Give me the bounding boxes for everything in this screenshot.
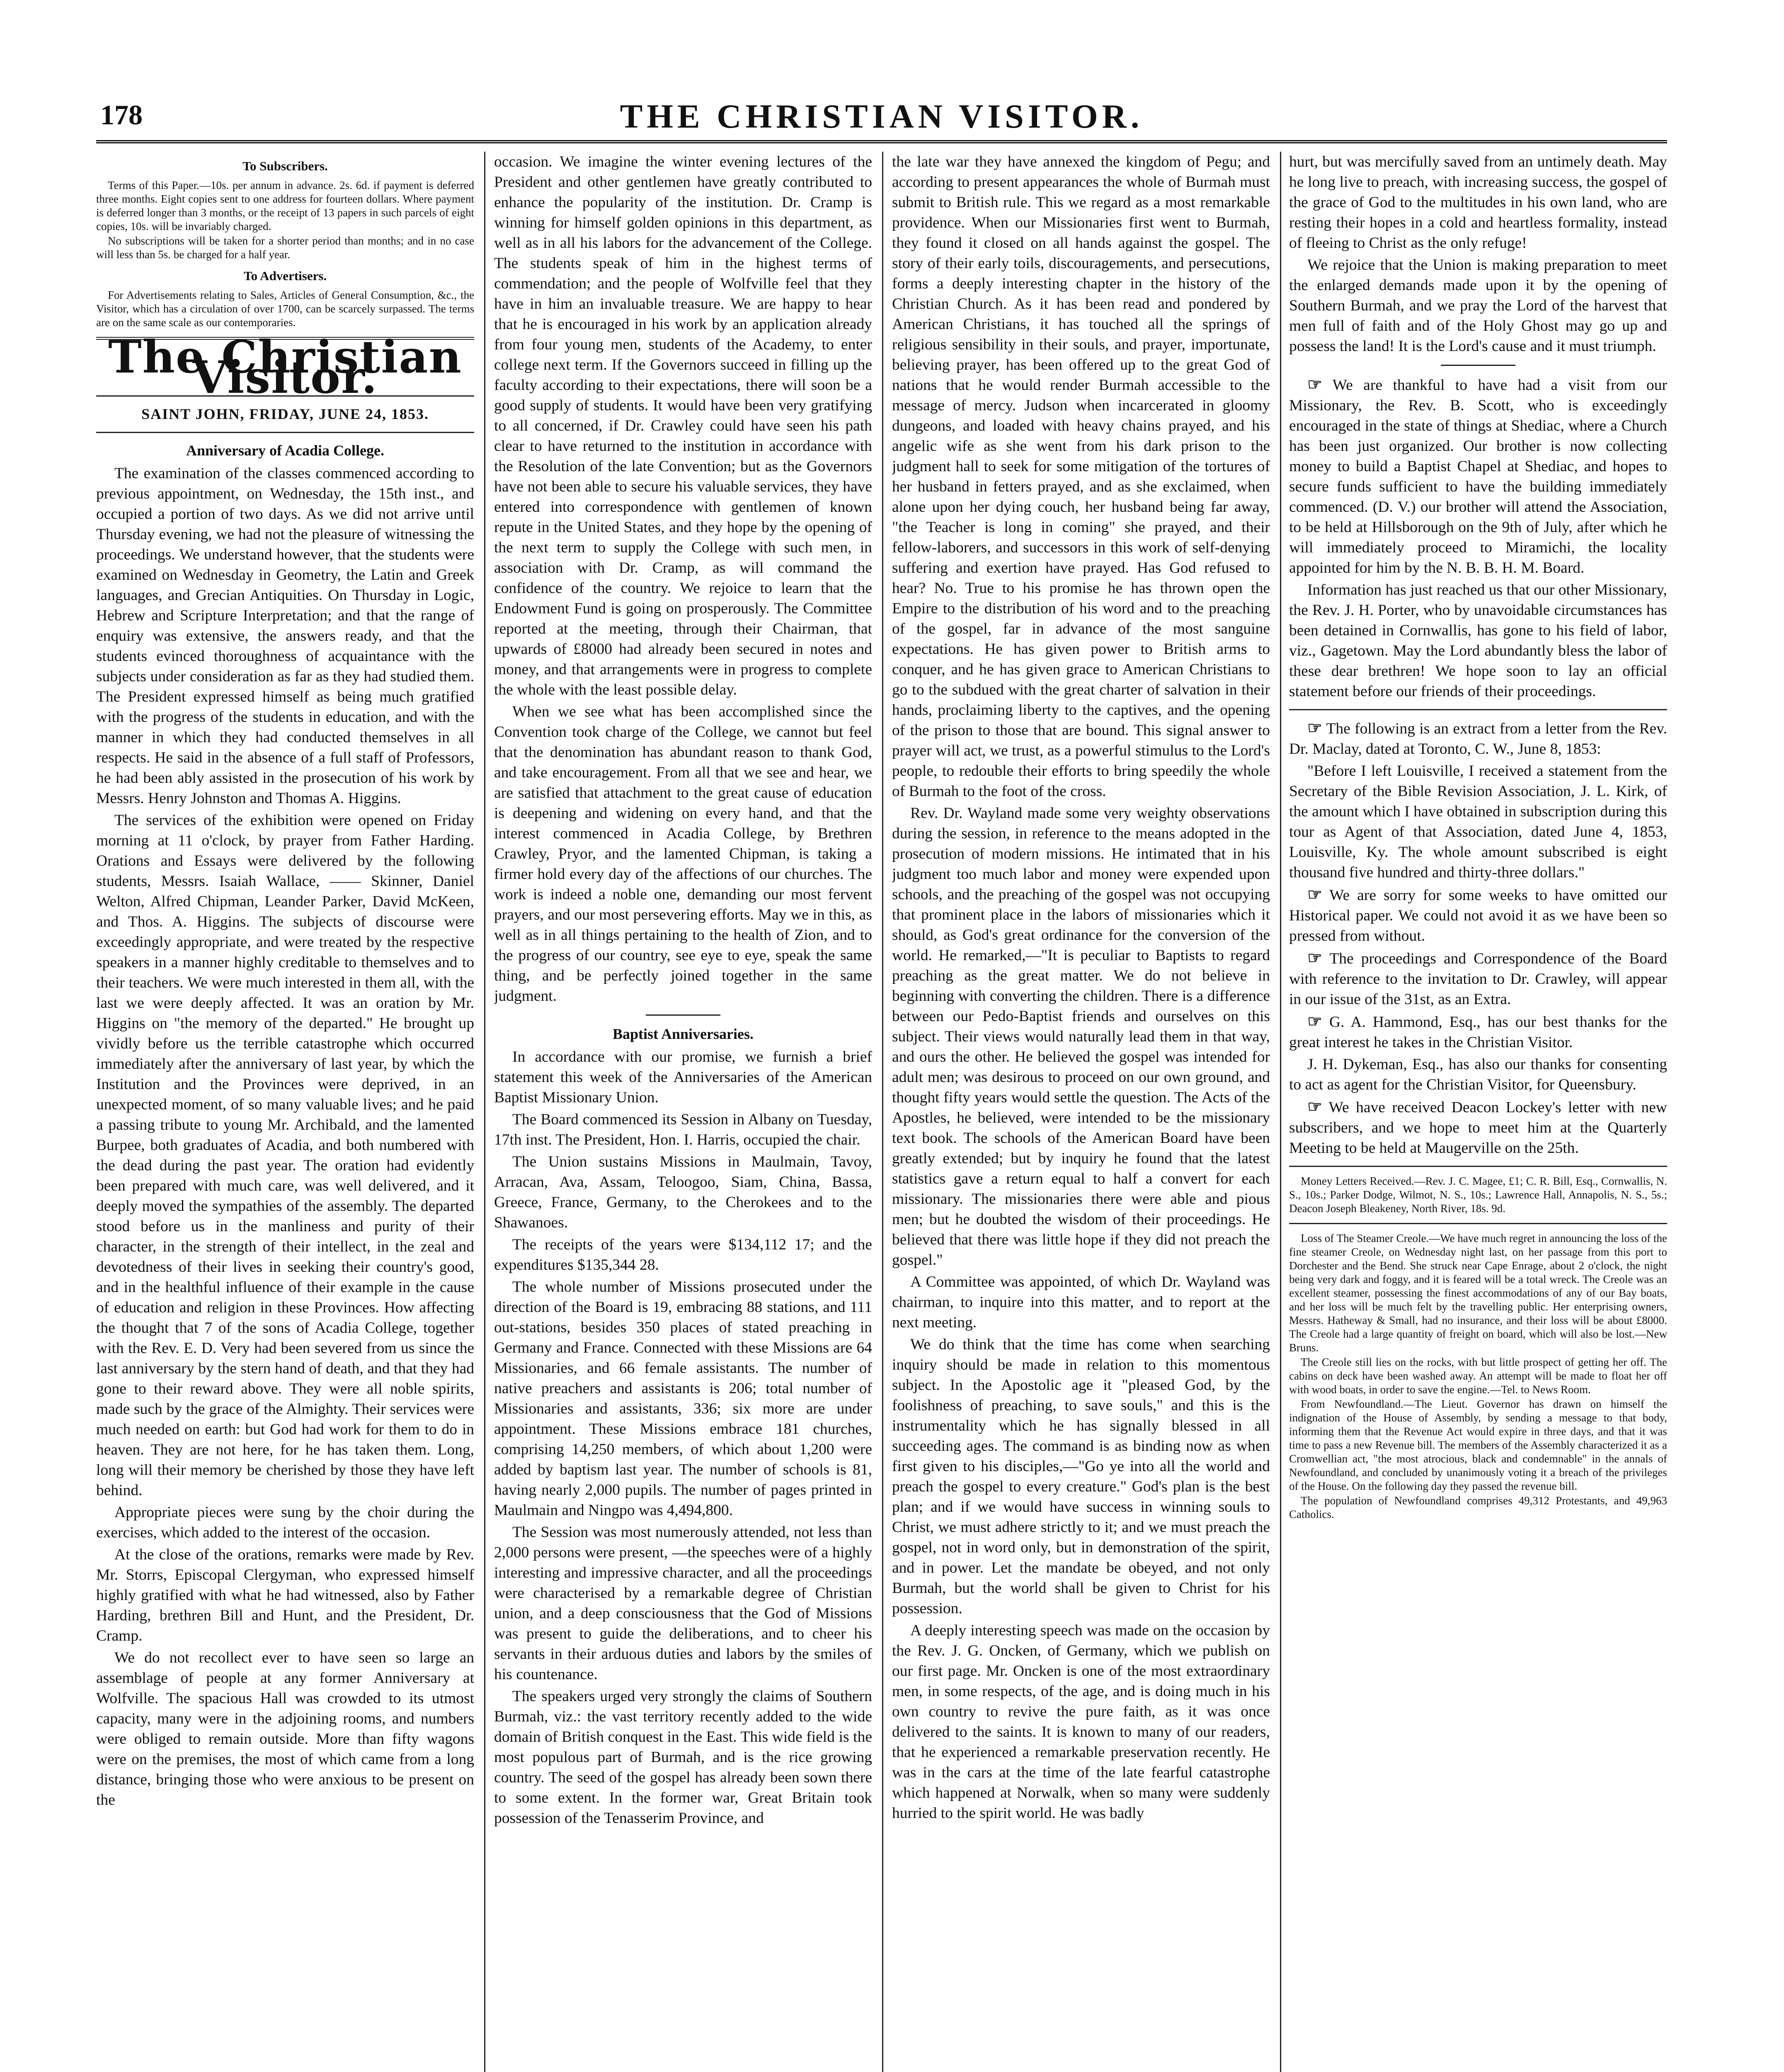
masthead: THE CHRISTIAN VISITOR. xyxy=(620,97,1144,135)
paragraph: The services of the exhibition were opened on Friday morning at 11 o'clock, by prayer from Father Harding. Orations and Essays were delivered by the following students, Messrs. Isaiah Wallace, —— Skinner, Daniel Welton, Alfred Chipman, Leander Parker, David McKeen, and Thos. A. Higgins. The subjects of discourse were exceedingly appropriate, and were treated by the respective speakers in a manner highly creditable to themselves and to their teachers. We were much interested in them all, with the last we were deeply affected. It was an oration by Mr. Higgins on "the memory of the departed." He brought up vividly before us the terrible catastrophe which occurred immediately after the anniversary of last year, by which the Institution and the Provinces were deprived, in an unexpected moment, of so many valuable lives; and he paid a passing tribute to young Mr. Archibald, and the lamented Burpee, both graduates of Acadia, and both numbered with the dead during the past year. The oration had evidently been prepared with much care, was well delivered, and it deeply moved the sympathies of the assembly. The departed stood before us in the manliness and purity of their character, in the strength of their intellect, in the zeal and devotedness of their lives in seeking their country's good, and in the healthful influence of their example in the cause of education and religion in these Provinces. How affecting the thought that 7 of the sons of Acadia College, together with the Rev. E. D. Very had been severed from us since the last anniversary by the stern hand of death, and that they had gone to their reward above. They were all noble spirits, made such by the grace of the Almighty. Their services were much needed on earth: but God had work for them to do in heaven. They are not here, for he has taken them. Long, long will their memory be cherished by those they have left behind. xyxy=(96,812,474,1499)
notice-text: The proceedings and Correspondence of the Board with reference to the invitation to Dr. Crawley, will appear in our issue of the 31st, as an Extra. xyxy=(1289,950,1667,1008)
pointing-hand-icon: ☞ xyxy=(1307,885,1322,904)
paragraph: When we see what has been accomplished since the Convention took charge of the College, we cannot but feel that the denomination has abundant reason to thank God, and take encouragement. From all that we see and hear, we are satisfied that attachment to the great cause of education is deepening and widening on every hand, and that the interest commenced in Acadia College, by Brethren Crawley, Pryor, and the lamented Chipman, is taking a firmer hold every day of the affections of our churches. The work is indeed a noble one, demanding our most fervent prayers, and our most persevering efforts. May we in this, as well as in all things pertaining to the health of Zion, and to the progress of our country, see eye to eye, speak the same thing, and be perfectly joined together in the same judgment. xyxy=(494,703,872,1005)
notice: J. H. Dykeman, Esq., has also our thanks for consenting to act as agent for the Christian Visitor, for Queensbury. xyxy=(1289,1056,1667,1093)
column-3 xyxy=(892,152,1270,2072)
paragraph: We do not recollect ever to have seen so large an assemblage of people at any former Anniversary at Wolfville. The spacious Hall was crowded to its utmost capacity, many were in the adjoining rooms, and numbers were obliged to remain outside. More than fifty wagons were on the premises, the most of which came from a long distance, bringing those who were anxious to be present on the xyxy=(96,1649,474,1808)
dateline-rule xyxy=(96,432,474,433)
column-divider xyxy=(882,152,883,2072)
paragraph: The whole number of Missions prosecuted under the direction of the Board is 19, embracing 88 stations, and 111 out-stations, besides 350 places of stated preaching in Germany and France. Connected with these Missions are 64 Missionaries, and 66 female assistants. The number of native preachers and assistants is 206; total number of Missionaries and assistants, 336; six more are under appointment. These Missions embrace 181 churches, comprising 14,250 members, of which about 1,200 were added by baptism last year. The number of schools is 81, having nearly 2,000 pupils. The number of pages printed in Maulmain and Ningpo was 4,494,800. xyxy=(494,1278,872,1519)
money-letters xyxy=(1289,1174,1667,1215)
creole-text: Loss of The Steamer Creole.—We have much regret in announcing the loss of the fine steamer Creole, on Wednesday night last, on her passage from this port to Dorchester and the Bend. She struck near Cape Enrage, about 2 o'clock, the night being very dark and foggy, and it is feared will be a total wreck. The Creole was an excellent steamer, possessing the finest accommodations of any of our Bay boats, and her loss will be much felt by the travelling public. Her enterprising owners, Messrs. Hatheway & Small, had no insurance, and their loss will be about £8000. The Creole had a large quantity of freight on board, which will also be lost.—New Bruns. xyxy=(1289,1232,1667,1354)
pointing-hand-icon: ☞ xyxy=(1307,1097,1322,1116)
baptist-heading: Baptist Anniversaries. xyxy=(612,1026,754,1042)
notice-text: We are thankful to have had a visit from our Missionary, the Rev. B. Scott, who is exceedingly encouraged in the state of things at Shediac, where a Church has been just organized. Our brother is now collecting money to build a Baptist Chapel at Shediac, and hopes to secure funds sufficient to have the building immediately commenced. (D. V.) our brother will attend the Association, to be held at Hillsborough on the 9th of July, after which he will immediately proceed to Miramichi, the locality appointed for him by the N. B. B. H. M. Board. xyxy=(1289,377,1667,576)
paragraph: Rev. Dr. Wayland made some very weighty observations during the session, in reference to the means adopted in the prosecution of modern missions. He intimated that in his judgment too much labor and money were expended upon schools, and the preaching of the gospel was not occupying that prominent place in the labors of missionaries which it should, as God's great ordinance for the conversion of the world. He remarked,—"It is peculiar to Baptists to regard preaching as the great matter. We do not believe in beginning with converting the children. There is a difference between our Pedo-Baptist friends and ourselves on this subject. Their views would naturally lead them in that way, and ours the other. He believed the gospel was intended for adult men; was desirous to proceed on our own ground, and thought fifty years would settle the question. The Acts of the Apostles, he believed, were intended to be the missionary text book. The schools of the American Board have been greatly extended; but by inquiry he found that the latest statistics gave a return equal to half a convert for each missionary. The missionaries there were able and pious men; but he doubted the wisdom of their proceedings. He believed that there was little hope if they did not preach the gospel." xyxy=(892,805,1270,1268)
pointing-hand-icon: ☞ xyxy=(1307,1012,1322,1031)
page-number: 178 xyxy=(100,99,143,131)
notice xyxy=(1289,1011,1667,1053)
column-divider xyxy=(484,152,485,2072)
page-header xyxy=(96,94,1667,140)
advertisers-text: For Advertisements relating to Sales, Articles of General Consumption, &c., the Visitor, which has a circulation of over 1700, can be scarcely surpassed. The terms are on the same scale as our contemporaries. xyxy=(96,289,474,329)
subscribers-heading: To Subscribers. xyxy=(242,159,328,173)
subscribers-terms: Terms of this Paper.—10s. per annum in advance. 2s. 6d. if payment is deferred three months. Eight copies sent to one address for fourteen dollars. Where payment is deferred longer than 3 months, or the receipt of 13 papers in such parcels of eight copies, 10s. will be invariably charged. xyxy=(96,179,474,232)
notice xyxy=(1289,884,1667,946)
dateline: SAINT JOHN, FRIDAY, JUNE 24, 1853. xyxy=(141,406,429,422)
paragraph: The examination of the classes commenced according to previous appointment, on Wednesday, the 15th inst., and occupied a portion of two days. As we did not arrive until Thursday evening, we had not the pleasure of witnessing the proceedings. We understand however, that the students were examined on Wednesday in Geometry, the Latin and Greek languages, and Grecian Antiquities. On Thursday in Logic, Hebrew and Scripture Interpretation; and that the range of enquiry was extensive, the answers ready, and that the students evinced thoroughness of acquaintance with the subjects under consideration as far as they had studied them. The President expressed himself as being much gratified with the progress of the students in education, and with the manner in which they had conducted themselves in all respects. He said in the absence of a full staff of Professors, he had been ably assisted in the prosecution of his work by Messrs. Henry Johnston and Thomas A. Higgins. xyxy=(96,465,474,807)
notice: Information has just reached us that our other Missionary, the Rev. J. H. Porter, who by unavoidable circumstances has been detained in Cornwallis, has gone to his field of labor, viz., Gagetown. May the Lord abundantly bless the labor of these dear brethren! We hope soon to lay an official statement before our friends of their proceedings. xyxy=(1289,581,1667,700)
paragraph: the late war they have annexed the kingdom of Pegu; and according to present appearances the whole of Burmah must submit to British rule. This we regard as a most remarkable providence. When our Missionaries first went to Burmah, they found it closed on all hands against the gospel. The story of their early toils, discouragements, and persecutions, forms a deeply interesting chapter in the history of the Christian Church. As it has been read and pondered by American Christians, it has touched all the springs of religious sensibility in their souls, and prayer, importunate, believing prayer, has been offered up to the great God of nations that he would render Burmah accessible to the message of mercy. Judson when incarcerated in gloomy dungeons, and loaded with heavy chains prayed, and his angelic wife as she went from his dark prison to the judgment hall to seek for some mitigation of the tortures of her husband in fetters prayed, and as she exclaimed, when alone upon her dying couch, her husband being far away, "the Teacher is long in coming" she prayed, and their fellow-laborers, and successors in this work of self-denying suffering and exertion have prayed. Has God refused to hear? No. True to his promise he has thrown open the Empire to the distribution of his word and to the preaching of the gospel, far in advance of the most sanguine expectations. He has given power to British arms to conquer, and he has given grace to American Christians to go to the subdued with the great charter of salvation in their hands, proclaiming liberty to the captives, and the opening of the prison to those that are bound. This signal answer to prayer will act, we trust, as a powerful stimulus to the Lord's people, to redouble their efforts to bring speedily the whole of Burmah to the foot of the cross. xyxy=(892,153,1270,800)
paragraph: At the close of the orations, remarks were made by Rev. Mr. Storrs, Episcopal Clergyman, who expressed himself highly gratified with what he had witnessed, also by Father Harding, brethren Bill and Hunt, and the President, Dr. Cramp. xyxy=(96,1546,474,1644)
paragraph: Appropriate pieces were sung by the choir during the exercises, which added to the interest of the occasion. xyxy=(96,1504,474,1541)
section-rule xyxy=(1289,1223,1667,1224)
notice: "Before I left Louisville, I received a statement from the Secretary of the Bible Revision Association, J. L. Kirk, of the amount which I have obtained in subscription during this tour as Agent of that Association, dated June 4, 1853, Louisville, Ky. The whole amount subscribed is eight thousand five hundred and thirty-three dollars." xyxy=(1289,762,1667,881)
article-heading: Anniversary of Acadia College. xyxy=(186,442,384,459)
money-letters-text: Money Letters Received.—Rev. J. C. Magee, £1; C. R. Bill, Esq., Cornwallis, N. S., 10s.; Parker Dodge, Wilmot, N. S., 10s.; Lawrence Hall, Annapolis, N. S., 5s.; Deacon Joseph Bleakeney, North River, 18s. 9d. xyxy=(1289,1175,1667,1215)
creole-text-2: The Creole still lies on the rocks, with but little prospect of getting her off. The cabins on deck have been washed away. An attempt will be made to float her off with wood boats, in order to save the engine.—Tel. to News Room. xyxy=(1289,1356,1667,1396)
notice xyxy=(1289,374,1667,578)
newfoundland-text: From Newfoundland.—The Lieut. Governor has drawn on himself the indignation of the House of Assembly, by sending a message to that body, informing them that the Revenue Act would expire in three days, and that it was time to pass a new Revenue bill. The members of the Assembly characterized it as a Cromwellian act, "the most atrocious, black and condemnable" in the annals of Newfoundland, and concluded by unanimously voting it a breach of the privileges of the House. On the following day they passed the revenue bill. xyxy=(1289,1398,1667,1492)
notice xyxy=(1289,948,1667,1009)
notice xyxy=(1289,718,1667,759)
news-block xyxy=(1289,1232,1667,1521)
paragraph: The receipts of the years were $134,112 17; and the expenditures $135,344 28. xyxy=(494,1236,872,1273)
notice-text: We have received Deacon Lockey's letter with new subscribers, and we hope to meet him at the Quarterly Meeting to be held at Maugerville on the 25th. xyxy=(1289,1099,1667,1157)
subscribers-note: No subscriptions will be taken for a shorter period than months; and in no case will less than 5s. be charged for a half year. xyxy=(96,235,474,261)
section-rule xyxy=(1441,365,1515,366)
newspaper-page xyxy=(96,94,1667,2072)
header-rule xyxy=(96,140,1667,143)
paragraph: The Union sustains Missions in Maulmain, Tavoy, Arracan, Ava, Assam, Teloogoo, Siam, China, Bassa, Greece, France, Germany, to the Cherokees and to the Shawanoes. xyxy=(494,1153,872,1231)
column-1 xyxy=(96,152,474,2072)
column-4 xyxy=(1289,152,1667,2072)
notice-text: The following is an extract from a letter from the Rev. Dr. Maclay, dated at Toronto, C. W., June 8, 1853: xyxy=(1289,720,1667,758)
pointing-hand-icon: ☞ xyxy=(1307,949,1322,967)
population-text: The population of Newfoundland comprises 49,312 Protestants, and 49,963 Catholics. xyxy=(1289,1494,1667,1520)
paragraph: hurt, but was mercifully saved from an untimely death. May he long live to preach, with increasing success, the gospel of the grace of God to the multitudes in his own land, who are resting their hopes in a cold and heartless formality, instead of fleeing to Christ as the only refuge! xyxy=(1289,153,1667,252)
notice xyxy=(1289,1097,1667,1158)
section-rule xyxy=(1289,709,1667,710)
paragraph: A deeply interesting speech was made on the occasion by the Rev. J. G. Oncken, of Germany, which we publish on our first page. Mr. Oncken is one of the most extraordinary men, in some respects, of the age, and is doing much in his own country to revive the pure faith, as it was once delivered to the saints. It is known to many of our readers, that he experienced a remarkable preservation recently. He was in the cars at the time of the late fearful catastrophe which happened at Norwalk, when so many were suddenly hurried to the spirit world. He was badly xyxy=(892,1622,1270,1822)
section-rule xyxy=(646,1014,720,1016)
section-rule xyxy=(1289,1166,1667,1167)
notice-text: We are sorry for some weeks to have omitted our Historical paper. We could not avoid it as we have been so pressed from without. xyxy=(1289,887,1667,944)
notice-text: G. A. Hammond, Esq., has our best thanks for the great interest he takes in the Christian Visitor. xyxy=(1289,1014,1667,1051)
column-divider xyxy=(1280,152,1281,2072)
paragraph: occasion. We imagine the winter evening lectures of the President and other gentlemen have greatly contributed to enhance the popularity of the institution. Dr. Cramp is winning for himself golden opinions in this department, as well as in all his labors for the advancement of the College. The students speak of him in the highest terms of commendation; and the people of Wolfville feel that they have in him an invaluable treasure. We are happy to hear that he is encouraged in his work by an application already from four young men, students of the Academy, to enter college next term. If the Governors succeed in filling up the faculty according to their expectations, there will soon be a good supply of students. It would have been very gratifying to all concerned, if Dr. Crawley could have seen his path clear to have returned to the institution in accordance with the Resolution of the late Convention; but as the Governors have not been able to secure his valuable services, they have entered into correspondence with gentlemen of known repute in the United States, and they hope by the opening of the next term to supply the College with such men, in association with Dr. Cramp, as will command the confidence of the country. We rejoice to learn that the Endowment Fund is going on prosperously. The Committee reported at the meeting, through their Chairman, that upwards of £8000 had already been secured in notes and money, and that arrangements were in progress to complete the whole with the least possible delay. xyxy=(494,153,872,698)
column-2 xyxy=(494,152,872,2072)
paragraph: A Committee was appointed, of which Dr. Wayland was chairman, to inquire into this matter, and to report at the next meeting. xyxy=(892,1273,1270,1331)
nameplate: The Christian Visitor. xyxy=(108,331,462,404)
pointing-hand-icon: ☞ xyxy=(1307,719,1322,737)
paragraph: In accordance with our promise, we furnish a brief statement this week of the Anniversaries of the American Baptist Missionary Union. xyxy=(494,1048,872,1106)
paragraph: The speakers urged very strongly the claims of Southern Burmah, viz.: the vast territory recently added to the wide domain of British conquest in the East. This wide field is the most populous part of Burmah, and is the rice growing country. The seed of the gospel has already been sown there to some extent. In the former war, Great Britain took possession of the Tenasserim Province, and xyxy=(494,1688,872,1827)
advertisers-block xyxy=(96,288,474,329)
advertisers-heading: To Advertisers. xyxy=(243,269,327,283)
subscribers-block xyxy=(96,179,474,261)
paragraph: The Session was most numerously attended, not less than 2,000 persons were present, —the speeches were of a highly interesting and impressive character, and all the proceedings were characterised by a remarkable degree of Christian union, and a deep consciousness that the God of Missions was present to guide the deliberations, and to cheer his servants in their arduous duties and labors by the smiles of his countenance. xyxy=(494,1524,872,1683)
paragraph: We rejoice that the Union is making preparation to meet the enlarged demands made upon it by the opening of Southern Burmah, and we pray the Lord of the harvest that men full of faith and of the Holy Ghost may go up and possess the land! It is the Lord's cause and it must triumph. xyxy=(1289,257,1667,355)
pointing-hand-icon: ☞ xyxy=(1307,375,1322,394)
paragraph: We do think that the time has come when searching inquiry should be made in relation to this momentous subject. In the Apostolic age it "pleased God, by the foolishness of preaching, to save souls," and this is the instrumentality which he has signally blessed in all succeeding ages. The command is as binding now as when first given to his disciples,—"Go ye into all the world and preach the gospel to every creature." God's plan is the best plan; and if we would have success in winning souls to Christ, we must adhere strictly to it; and we must preach the gospel, not in word only, but in demonstration of the spirit, and in power. Let the mandate be obeyed, and not only Burmah, but the world shall be given to Christ for his possession. xyxy=(892,1336,1270,1617)
paragraph: The Board commenced its Session in Albany on Tuesday, 17th inst. The President, Hon. I. Harris, occupied the chair. xyxy=(494,1111,872,1148)
